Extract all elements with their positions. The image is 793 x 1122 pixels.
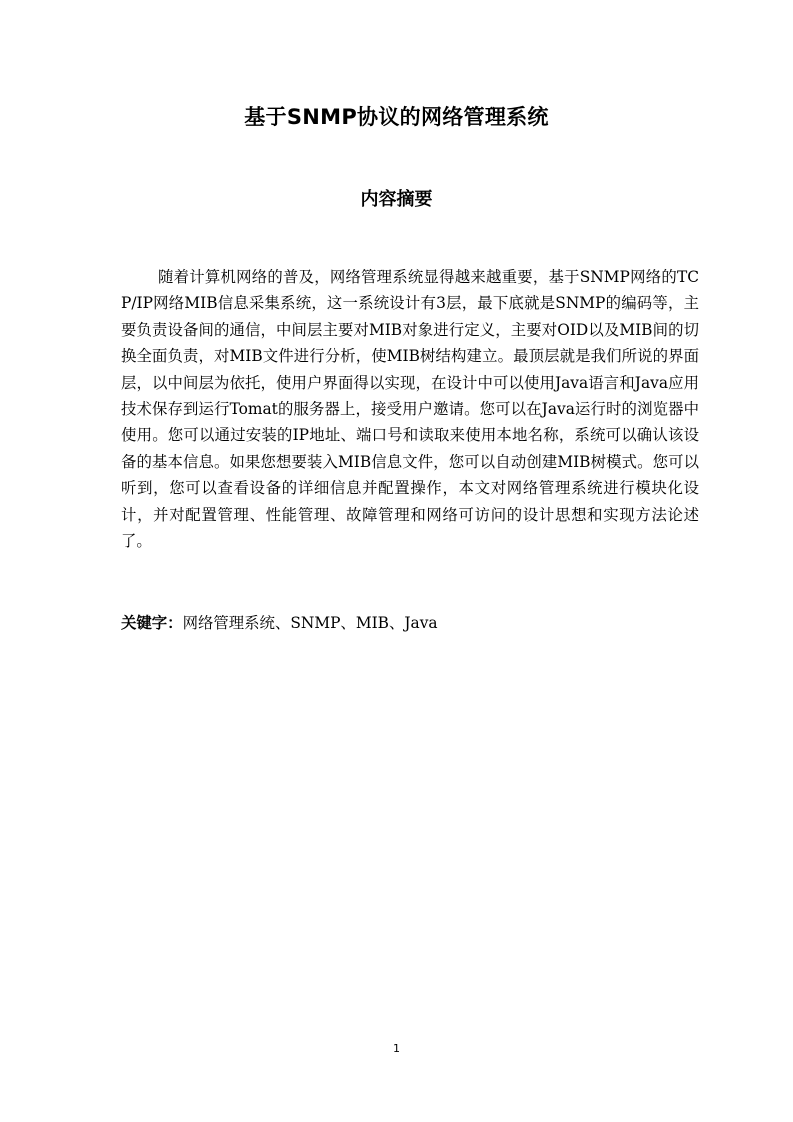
keywords-label: 关键字： [121, 614, 183, 632]
keywords-value: 网络管理系统、SNMP、MIB、Java [182, 614, 438, 632]
page-number: 1 [393, 1042, 400, 1055]
keywords-line [121, 610, 699, 636]
abstract-paragraph: 随着计算机网络的普及，网络管理系统显得越来越重要，基于SNMP网络的TCP/IP网络MIB信息采集系统，这一系统设计有3层，最下底就是SNMP的编码等，主要负责设备间的通信，中间层主要对MIB对象进行定义，主要对OID以及MIB间的切换全面负责，对MIB文件进行分析，使MIB树结构建立。最顶层就是我们所说的界面层，以中间层为依托，使用户界面得以实现，在设计中可以使用Java语言和Java应用技术保存到运行Tomat的服务器上，接受用户邀请。您可以在Java运行时的浏览器中使用。您可以通过安装的IP地址、端口号和读取来使用本地名称，系统可以确认该设备的基本信息。如果您想要装入MIB信息文件，您可以自动创建MIB树模式。您可以听到，您可以查看设备的详细信息并配置操作，本文对网络管理系统进行模块化设计，并对配置管理、性能管理、故障管理和网络可访问的设计思想和实现方法论述了。 [121, 268, 699, 551]
document-title: 基于SNMP协议的网络管理系统 [244, 105, 549, 129]
abstract-heading: 内容摘要 [360, 189, 433, 210]
